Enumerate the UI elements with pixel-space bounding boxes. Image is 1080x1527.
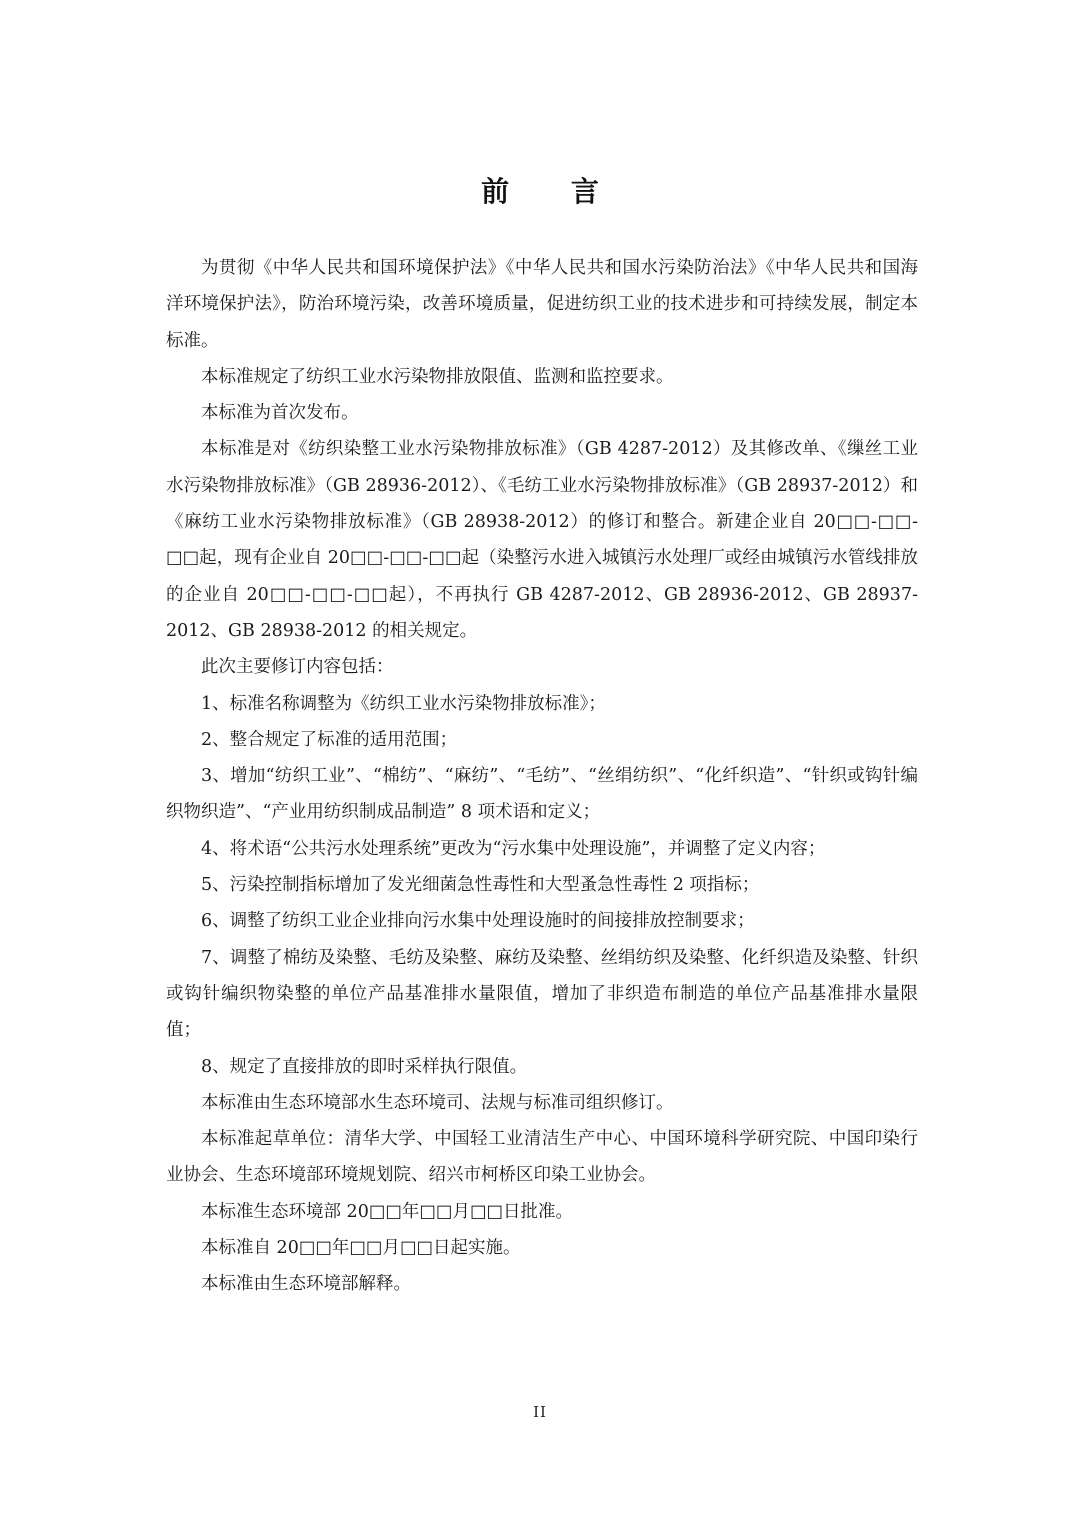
page-title: 前 言 [481,175,625,208]
document-body [166,250,918,1303]
paragraph-effective-date: 本标准自 20□□年□□月□□日起实施。 [201,1238,521,1259]
revision-item-5: 5、污染控制指标增加了发光细菌急性毒性和大型蚤急性毒性 2 项指标； [201,875,760,896]
paragraph-approval-date: 本标准生态环境部 20□□年□□月□□日批准。 [201,1201,574,1222]
revision-item-8: 8、规定了直接排放的即时采样执行限值。 [201,1056,528,1077]
paragraph-revision-intro: 此次主要修订内容包括： [201,657,394,678]
paragraph-revision-basis: 本标准是对《纺织染整工业水污染物排放标准》（GB 4287-2012）及其修改单、《缫丝工业水污染物排放标准》（GB 28936-2012）、《毛纺工业水污染物排放标准》（GB 28937-2012）和《麻纺工业水污染物排放标准》（GB 28938-2012）的修订和整合。新建企业自 20□□-□□-□□起，现有企业自 20□□-□□-□□起（染整污水进入城镇污水处理厂或经由城镇污水管线排放的企业自 20□□-□□-□□起），不再执行 GB 4287-2012、GB 28936-2012、GB 28937-2012、GB 28938-2012 的相关规定。 [166,439,918,641]
paragraph-organizer: 本标准由生态环境部水生态环境司、法规与标准司组织修订。 [201,1092,674,1113]
paragraph-first-release: 本标准为首次发布。 [201,403,359,424]
revision-item-7: 7、调整了棉纺及染整、毛纺及染整、麻纺及染整、丝绢纺织及染整、化纤织造及染整、针织或钩针编织物染整的单位产品基准排水量限值，增加了非织造布制造的单位产品基准排水量限值； [166,947,918,1041]
revision-item-3: 3、增加“纺织工业”、“棉纺”、“麻纺”、“毛纺”、“丝绢纺织”、“化纤织造”、“针织或钩针编织物织造”、“产业用纺织制成品制造” 8 项术语和定义； [166,766,918,823]
revision-item-4: 4、将术语“公共污水处理系统”更改为“污水集中处理设施”，并调整了定义内容； [201,838,826,859]
revision-item-6: 6、调整了纺织工业企业排向污水集中处理设施时的间接排放控制要求； [201,911,755,932]
paragraph-interpretation: 本标准由生态环境部解释。 [201,1274,411,1295]
paragraph-drafting-units: 本标准起草单位：清华大学、中国轻工业清洁生产中心、中国环境科学研究院、中国印染行业协会、生态环境部环境规划院、绍兴市柯桥区印染工业协会。 [166,1129,918,1186]
revision-item-2: 2、整合规定了标准的适用范围； [201,729,458,750]
page-number: II [533,1403,547,1421]
paragraph-purpose: 为贯彻《中华人民共和国环境保护法》《中华人民共和国水污染防治法》《中华人民共和国海洋环境保护法》，防治环境污染，改善环境质量，促进纺织工业的技术进步和可持续发展，制定本标准。 [166,258,918,351]
revision-item-1: 1、标准名称调整为《纺织工业水污染物排放标准》； [201,693,606,714]
paragraph-scope: 本标准规定了纺织工业水污染物排放限值、监测和监控要求。 [201,366,674,387]
